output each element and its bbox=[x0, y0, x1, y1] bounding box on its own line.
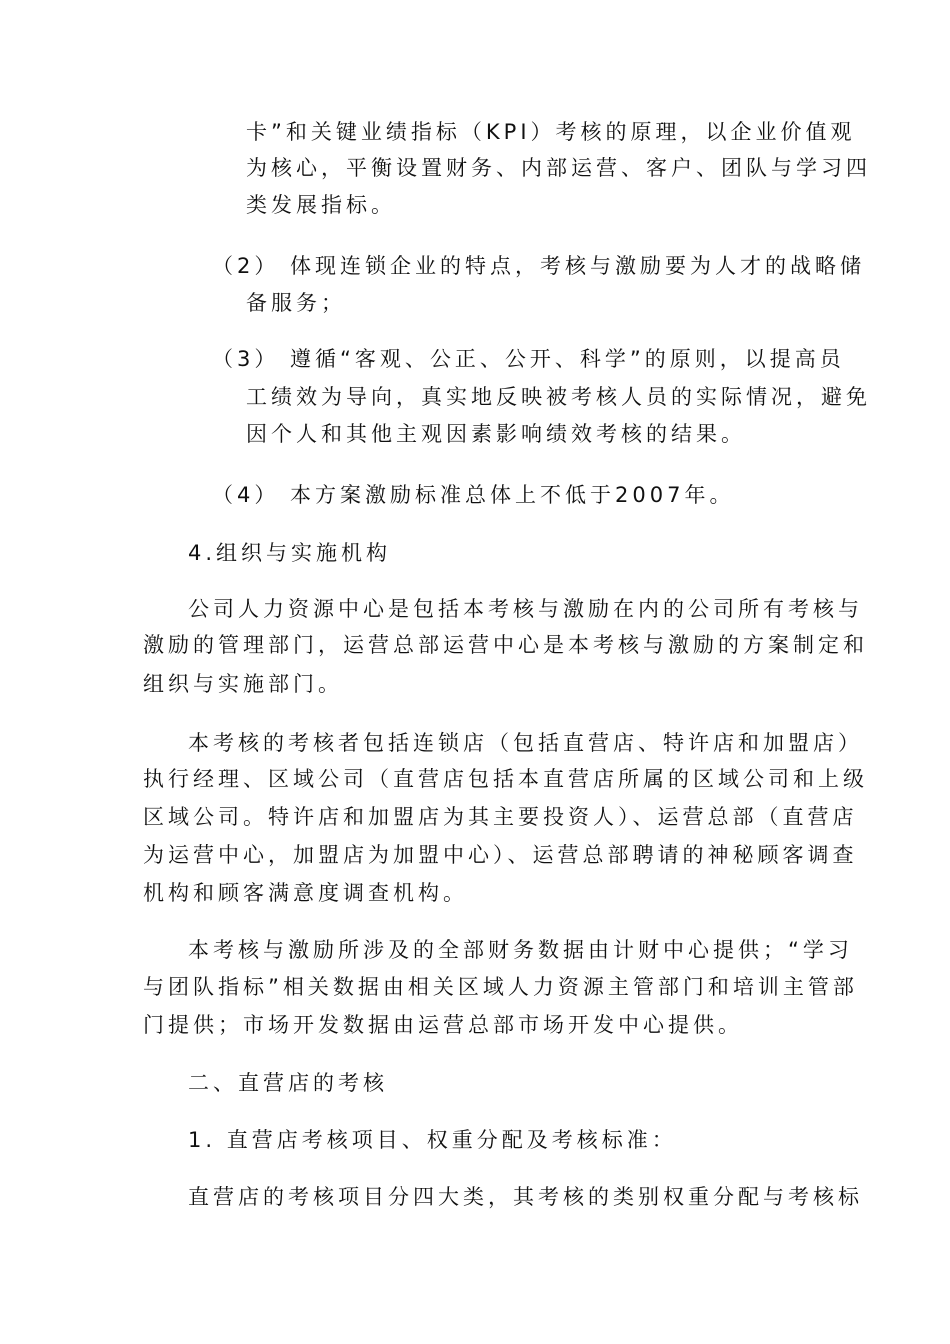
text-line: 卡”和关键业绩指标（KPI）考核的原理，以企业价值观 bbox=[246, 120, 856, 144]
section-heading: 二、直营店的考核 bbox=[188, 1071, 388, 1095]
text-line: 为核心，平衡设置财务、内部运营、客户、团队与学习四 bbox=[246, 156, 871, 180]
text-line: 为运营中心，加盟店为加盟中心）、运营总部聘请的神秘顾客调查 bbox=[143, 843, 858, 867]
text-line: 本考核与激励所涉及的全部财务数据由计财中心提供；“学习 bbox=[188, 938, 853, 962]
text-line: 备服务； bbox=[246, 291, 346, 315]
text-line: （4） 本方案激励标准总体上不低于2007年。 bbox=[212, 483, 735, 507]
text-line: 直营店的考核项目分四大类，其考核的类别权重分配与考核标 bbox=[188, 1185, 863, 1209]
text-line: 因个人和其他主观因素影响绩效考核的结果。 bbox=[246, 422, 746, 446]
text-line: （3） 遵循“客观、公正、公开、科学”的原则，以提高员 bbox=[212, 347, 845, 371]
text-line: 门提供；市场开发数据由运营总部市场开发中心提供。 bbox=[143, 1013, 743, 1037]
text-line: 机构和顾客满意度调查机构。 bbox=[143, 881, 468, 905]
text-line: 区域公司。特许店和加盟店为其主要投资人）、运营总部（直营店 bbox=[143, 805, 858, 829]
text-line: 公司人力资源中心是包括本考核与激励在内的公司所有考核与 bbox=[188, 597, 863, 621]
text-line: 执行经理、区域公司（直营店包括本直营店所属的区域公司和上级 bbox=[143, 767, 868, 791]
section-heading: 4.组织与实施机构 bbox=[188, 541, 392, 565]
subsection-heading: 1. 直营店考核项目、权重分配及考核标准： bbox=[188, 1128, 677, 1152]
text-line: 工绩效为导向，真实地反映被考核人员的实际情况，避免 bbox=[246, 385, 871, 409]
text-line: 组织与实施部门。 bbox=[143, 672, 343, 696]
text-line: 与团队指标”相关数据由相关区域人力资源主管部门和培训主管部 bbox=[143, 975, 858, 999]
text-line: （2） 体现连锁企业的特点，考核与激励要为人才的战略储 bbox=[212, 254, 866, 278]
text-line: 本考核的考核者包括连锁店（包括直营店、特许店和加盟店） bbox=[188, 731, 863, 755]
text-line: 类发展指标。 bbox=[246, 193, 396, 217]
text-line: 激励的管理部门，运营总部运营中心是本考核与激励的方案制定和 bbox=[143, 633, 868, 657]
